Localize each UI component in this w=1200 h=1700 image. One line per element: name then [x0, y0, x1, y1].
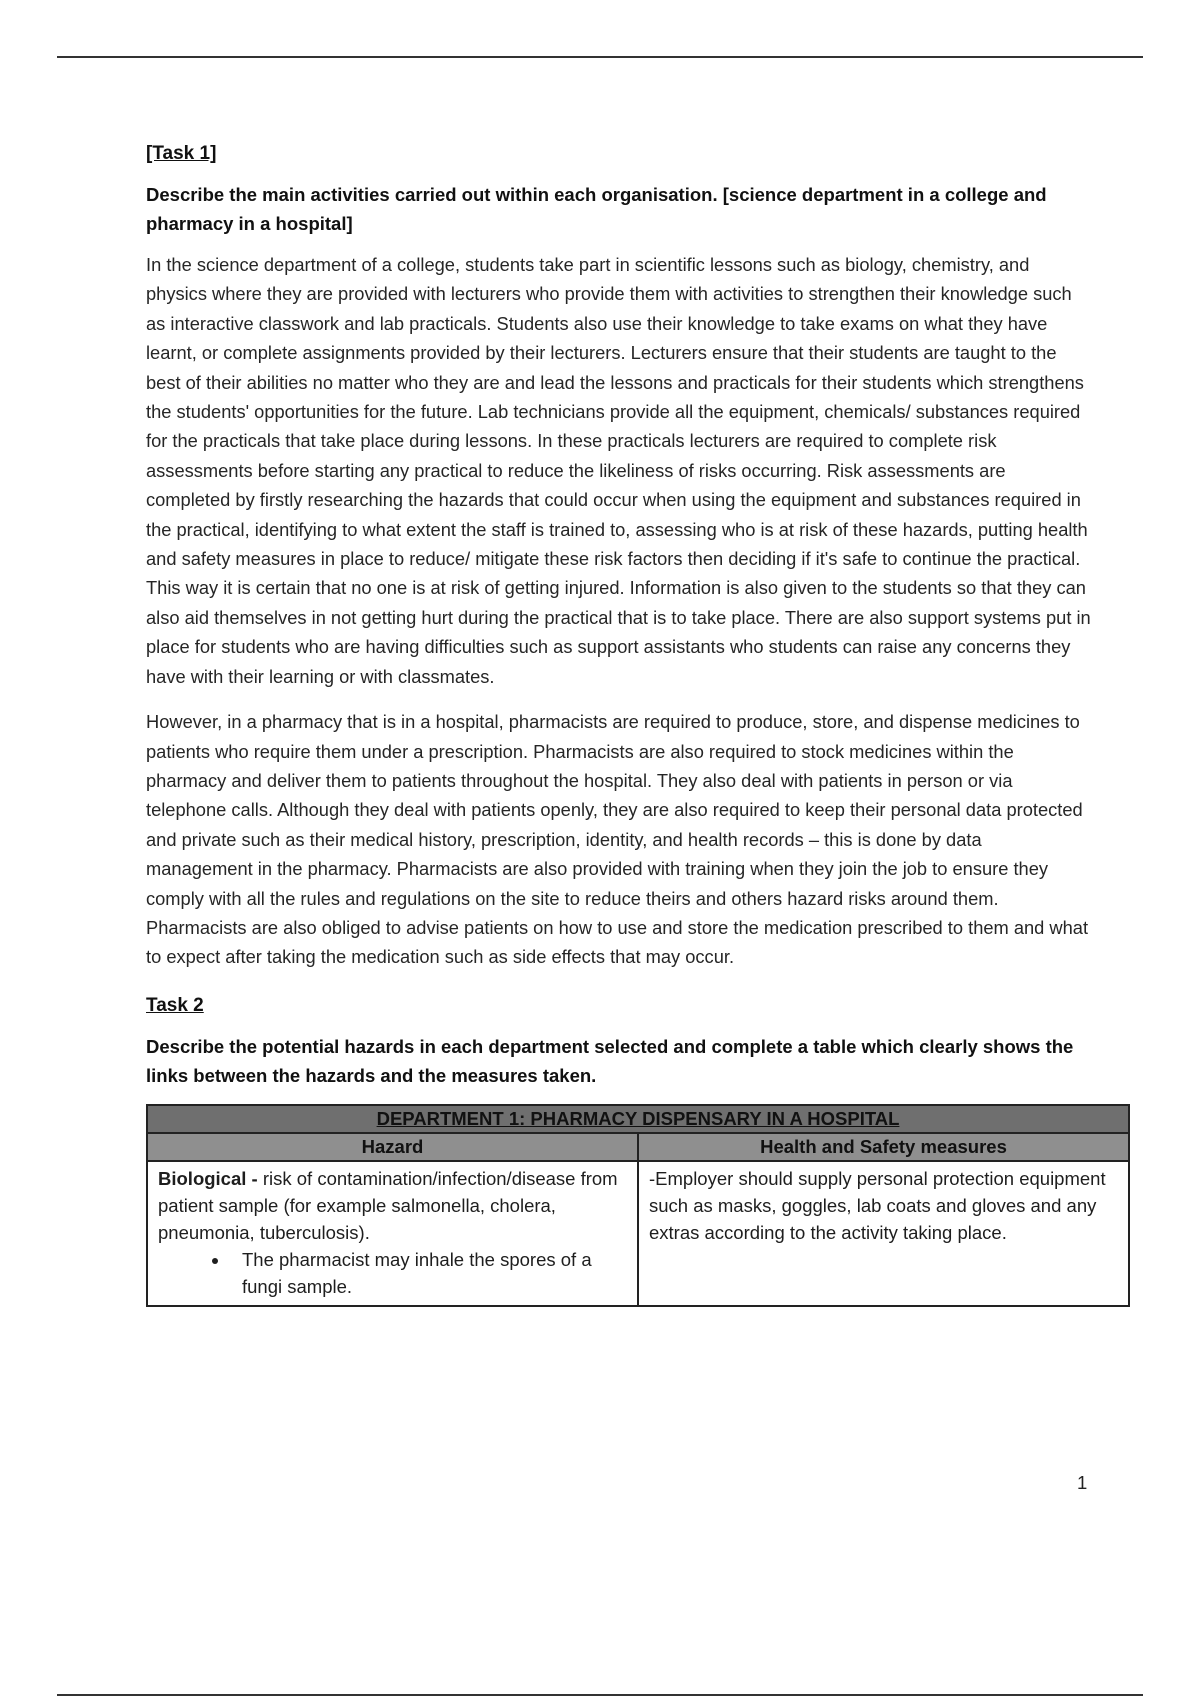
hazard-table [146, 1104, 1130, 1307]
task1-question: Describe the main activities carried out within each organisation. [science department in a college and pharmacy in a hospital] [146, 184, 1047, 234]
column-header-hazard: Hazard [147, 1133, 638, 1161]
hazard-description: risk of contamination/infection/disease from patient sample (for example salmonella, cholera, pneumonia, tuberculosis). [158, 1167, 618, 1243]
hazard-bullet-list [158, 1246, 627, 1300]
task1-paragraph-pharmacy: However, in a pharmacy that is in a hospital, pharmacists are required to produce, store, and dispense medicines to patients who require them under a prescription. Pharmacists are also required to stock medicines within the pharmacy and deliver them to patients throughout the hospital. They also deal with patients in person or via telephone calls. Although they deal with patients openly, they are also required to keep their personal data protected and private such as their medical history, prescription, identity, and health records – this is done by data management in the pharmacy. Pharmacists are also provided with training when they join the job to ensure they comply with all the rules and regulations on the site to reduce theirs and others hazard risks around them. Pharmacists are also obliged to advise patients on how to use and store the medication prescribed to them and what to expect after taking the medication such as side effects that may occur. [146, 711, 1089, 968]
header-rule [57, 56, 1143, 58]
table-header-row [147, 1133, 1129, 1161]
task2-question: Describe the potential hazards in each department selected and complete a table which clearly shows the links between the hazards and the measures taken. [146, 1035, 1074, 1086]
hazard-bullet-item: • The pharmacist may inhale the spores of a fungi sample. [230, 1246, 627, 1300]
task1-paragraph-college: In the science department of a college, students take part in scientific lessons such as biology, chemistry, and physics where they are provided with lecturers who provide them with activities to strengthen their knowledge such as interactive classwork and lab practicals. Students also use their knowledge to take exams on what they have learnt, or complete assignments provided by their lecturers. Lecturers ensure that their students are taught to the best of their abilities no matter who they are and lead the lessons and practicals for their students which strengthens the students' opportunities for the future. Lab technicians provide all the equipment, chemicals/ substances required for the practicals that take place during lessons. In these practicals lecturers are required to complete risk assessments before starting any practical to reduce the likeliness of risks occurring. Risk assessments are completed by firstly researching the hazards that could occur when using the equipment and substances required in the practical, identifying to what extent the staff is trained to, assessing who is at risk of these hazards, putting health and safety measures in place to reduce/ mitigate these risk factors then deciding if it's safe to continue the practical. This way it is certain that no one is at risk of getting injured. Information is also given to the students so that they can also aid themselves in not getting hurt during the practical that is to take place. There are also support systems put in place for students who are having difficulties such as support assistants who students can raise any concerns they have with their learning or with classmates. [146, 254, 1091, 687]
footer-rule [57, 1694, 1143, 1696]
table-row [147, 1161, 1129, 1306]
task1-heading: [Task 1] [146, 143, 217, 164]
hazard-type-label: Biological - [158, 1167, 258, 1189]
table-title-row [147, 1105, 1129, 1133]
document-body [146, 142, 1106, 1307]
table-title: DEPARTMENT 1: PHARMACY DISPENSARY IN A HOSPITAL [147, 1105, 1129, 1133]
hazard-cell [147, 1161, 638, 1306]
measures-cell: -Employer should supply personal protection equipment such as masks, goggles, lab coats and gloves and any extras according to the activity taking place. [638, 1161, 1129, 1306]
task2-heading: Task 2 [146, 994, 204, 1016]
page-number: 1 [1077, 1472, 1088, 1493]
column-header-measures: Health and Safety measures [638, 1133, 1129, 1161]
